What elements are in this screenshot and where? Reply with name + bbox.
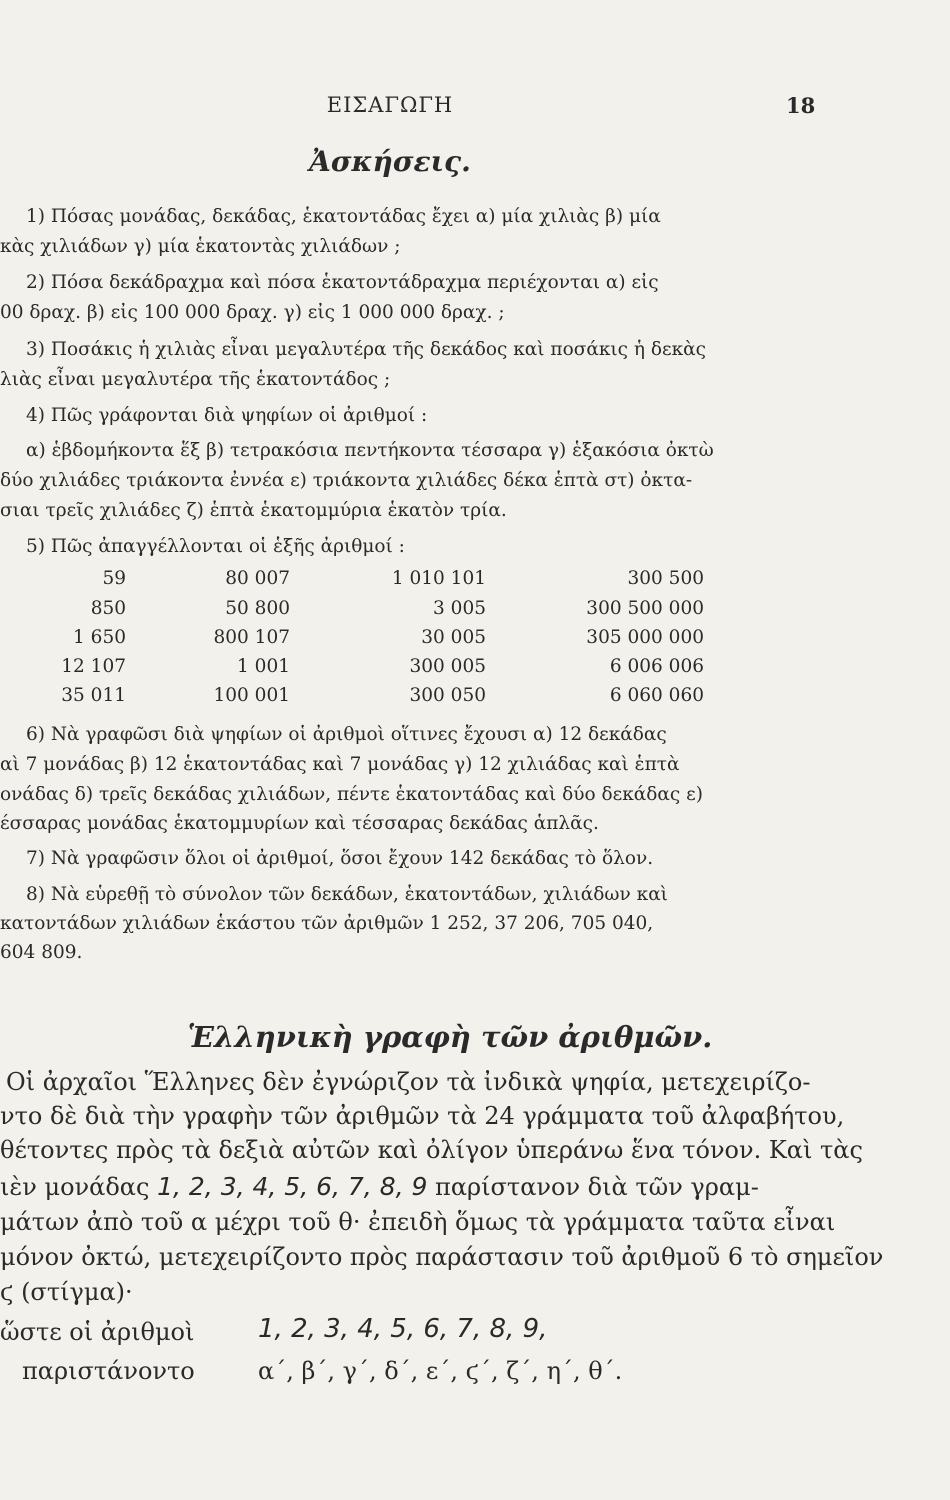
label-represented: παριστάνοντο	[22, 1357, 195, 1385]
table-cell: 1 650	[73, 627, 126, 648]
exercise-2-line-2: 00 δραχ. β) εἰς 100 000 δραχ. γ) εἰς 1 000 000 δραχ. ;	[0, 302, 505, 323]
table-cell: 100 001	[213, 685, 290, 706]
table-cell: 850	[90, 598, 126, 619]
exercise-1-line-2: κὰς χιλιάδων γ) μία ἑκατοντὰς χιλιάδων ;	[0, 236, 401, 257]
exercise-4-line-3: δύο χιλιάδες τριάκοντα ἐννέα ε) τριάκοντα χιλιάδες δέκα ἑπτὰ στ) ὀκτα-	[0, 470, 693, 491]
greek-paragraph-line-2: ντο δὲ διὰ τὴν γραφὴν τῶν ἀριθμῶν τὰ 24 γράμματα τοῦ ἀλφαβήτου,	[0, 1102, 845, 1130]
table-cell: 1 010 101	[391, 568, 486, 589]
table-cell: 50 800	[225, 598, 290, 619]
table-cell: 300 050	[409, 685, 486, 706]
table-cell: 800 107	[213, 627, 290, 648]
exercise-6-line-2: αὶ 7 μονάδας β) 12 ἑκατοντάδας καὶ 7 μονάδας γ) 12 χιλιάδας καὶ ἑπτὰ	[0, 754, 680, 775]
table-cell: 35 011	[61, 685, 126, 706]
table-cell: 300 500	[627, 568, 704, 589]
table-cell: 300 500 000	[586, 598, 704, 619]
exercise-8-line-3: 604 809.	[0, 942, 83, 963]
table-cell: 305 000 000	[586, 627, 704, 648]
exercise-7-line: 7) Νὰ γραφῶσιν ὅλοι οἱ ἀριθμοί, ὅσοι ἔχουν 142 δεκάδας τὸ ὅλον.	[26, 848, 654, 869]
greek-letter-numerals-row: α΄, β΄, γ΄, δ΄, ε΄, ϛ΄, ζ΄, η΄, θ΄.	[258, 1357, 623, 1385]
greek-paragraph-line-5: μάτων ἀπὸ τοῦ α μέχρι τοῦ θ· ἐπειδὴ ὅμως τὰ γράμματα ταῦτα εἶναι	[0, 1208, 836, 1236]
exercise-1-line-1: 1) Πόσας μονάδας, δεκάδας, ἑκατοντάδας ἔχει α) μία χιλιὰς β) μία	[26, 206, 661, 227]
table-cell: 12 107	[61, 656, 126, 677]
exercise-6-line-4: έσσαρας μονάδας ἑκατομμυρίων καὶ τέσσαρας δεκάδας ἁπλᾶς.	[0, 813, 599, 834]
exercise-6-line-3: ονάδας δ) τρεῖς δεκάδας χιλιάδων, πέντε ἑκατοντάδας καὶ δύο δεκάδας ε)	[0, 784, 703, 805]
exercise-3-line-1: 3) Ποσάκις ἡ χιλιὰς εἶναι μεγαλυτέρα τῆς δεκάδος καὶ ποσάκις ἡ δεκὰς	[26, 339, 706, 360]
page-number: 18	[786, 93, 816, 118]
exercise-8-line-1: 8) Νὰ εὑρεθῇ τὸ σύνολον τῶν δεκάδων, ἑκατοντάδων, χιλιάδων καὶ	[26, 884, 668, 905]
table-cell: 6 006 006	[609, 656, 704, 677]
exercise-3-line-2: λιὰς εἶναι μεγαλυτέρα τῆς ἑκατοντάδος ;	[0, 369, 391, 390]
exercises-heading: Ἀσκήσεις.	[309, 145, 471, 178]
greek-paragraph-line-1: Οἱ ἀρχαῖοι Ἕλληνες δὲν ἐγνώριζον τὰ ἰνδικὰ ψηφία, μετεχειρίζο-	[6, 1068, 811, 1096]
table-cell: 300 005	[409, 656, 486, 677]
exercise-4-line-2: α) ἑβδομήκοντα ἕξ β) τετρακόσια πεντήκοντα τέσσαρα γ) ἑξακόσια ὀκτὼ	[26, 440, 714, 461]
exercise-8-line-2: κατοντάδων χιλιάδων ἑκάστου τῶν ἀριθμῶν 1 252, 37 206, 705 040,	[0, 913, 654, 934]
line-4-prefix: ιὲν μονάδας	[0, 1173, 150, 1201]
table-cell: 59	[102, 568, 126, 589]
exercise-2-line-1: 2) Πόσα δεκάδραχμα καὶ πόσα ἑκατοντάδραχμα περιέχονται α) εἰς	[26, 272, 659, 293]
exercise-5-line-1: 5) Πῶς ἀπαγγέλλονται οἱ ἑξῆς ἀριθμοί :	[26, 536, 405, 557]
greek-paragraph-line-6: μόνον ὀκτώ, μετεχειρίζοντο πρὸς παράστασιν τοῦ ἀριθμοῦ 6 τὸ σημεῖον	[0, 1243, 884, 1271]
table-cell: 3 005	[433, 598, 486, 619]
table-cell: 6 060 060	[609, 685, 704, 706]
line-4-suffix: παρίστανον διὰ τῶν γραμ-	[435, 1173, 759, 1201]
table-cell: 1 001	[237, 656, 290, 677]
label-numbers: ὥστε οἱ ἀριθμοὶ	[0, 1318, 195, 1346]
exercise-4-line-4: σιαι τρεῖς χιλιάδες ζ) ἑπτὰ ἑκατομμύρια ἑκατὸν τρία.	[0, 500, 507, 521]
table-cell: 80 007	[225, 568, 290, 589]
greek-paragraph-line-7: ϛ (στίγμα)·	[0, 1278, 133, 1306]
greek-paragraph-line-4	[0, 1172, 759, 1201]
exercise-6-line-1: 6) Νὰ γραφῶσι διὰ ψηφίων οἱ ἀριθμοὶ οἵτινες ἔχουσι α) 12 δεκάδας	[26, 724, 667, 745]
digits-inline: 1, 2, 3, 4, 5, 6, 7, 8, 9	[157, 1172, 428, 1201]
arabic-digits-row: 1, 2, 3, 4, 5, 6, 7, 8, 9,	[258, 1314, 548, 1344]
greek-numerals-heading: Ἑλληνικὴ γραφὴ τῶν ἀριθμῶν.	[187, 1020, 713, 1054]
table-cell: 30 005	[421, 627, 486, 648]
greek-paragraph-line-3: θέτοντες πρὸς τὰ δεξιὰ αὐτῶν καὶ ὀλίγον ὑπεράνω ἕνα τόνον. Καὶ τὰς	[0, 1136, 863, 1164]
exercise-4-line-1: 4) Πῶς γράφονται διὰ ψηφίων οἱ ἀριθμοί :	[26, 405, 428, 426]
running-header-title: ΕΙΣΑΓΩΓΗ	[326, 93, 454, 117]
